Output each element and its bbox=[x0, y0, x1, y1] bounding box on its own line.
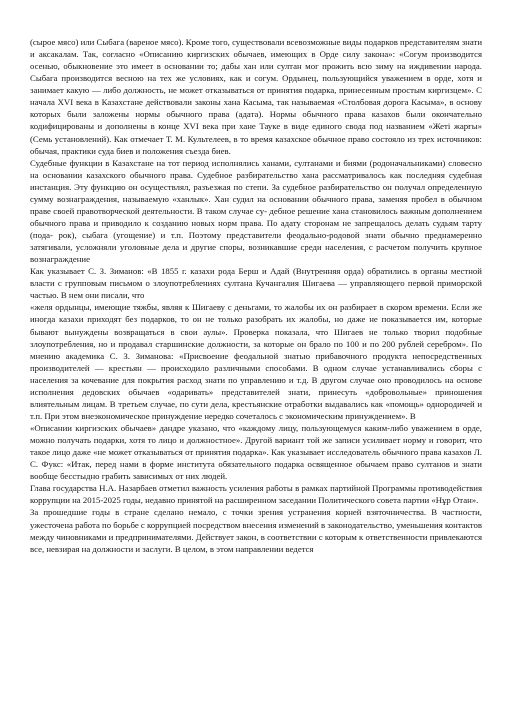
paragraph-anti-corruption: За прошедшие годы в стране сделано немало, с точки зрения устранения корней взяточничества. В частности, ужесточена работа по борьбе с коррупцией посредством внесения изменений в законодательство, уменьшения контактов между чиновниками и предпринимателями. Действует закон, в соответствии с которым к ответственности привлекаются все, невзирая на должности и заслуги. В целом, в этом направлении ведется bbox=[30, 507, 482, 554]
paragraph-nazarbayev: Глава государства Н.А. Назарбаев отметил важность усиления работы в рамках партийной Программы противодействия коррупции на 2015-2025 годы, недавно принятой на расширенном заседании Политического совета партии «Нұр Отан». bbox=[30, 483, 482, 506]
paragraph-gifts-customs: (сырое мясо) или Сыбага (вареное мясо). Кроме того, существовали всевозможные виды подарков представителям знати и аксакалам. Так, согласно «Описанию киргизских обычаев, имеющих в Орде силу закона»: «Согум производится осенью, обыкновение это имеет в основании то; дабы хан или султан мог прожить всю зиму на иждивении народа. Сыбага производится весною на тех же условиях, как и согум. Ордынец, пользующийся уважением в орде, хотя и занимает какую — либо должность, не может отказываться от принятия подарка, принесенным простым киргизцем». С начала XVI века в Казахстане действовали законы хана Касыма, так называемая «Столбовая дорога Касыма», в основу которых были заложены нормы обычного права (адата). Нормы обычного права казахов были окончательно кодифицированы и дополнены в конце XVI века при хане Тауке в виде единого свода под названием «Жеті жарғы» (Семь установлений). Как отмечает Т. М. Культелеев, в то время казахское обычное право состояло из трех источников: обычая, практики суда биев и положения съезда биев. bbox=[30, 37, 482, 156]
paragraph-zimanov-quote: Как указывает С. З. Зиманов: «В 1855 г. казахи рода Берш и Адай (Внутренняя орда) обратились в органы местной власти с групповым письмом о злоупотреблениях султана Кучангалия Шигаева — управляющего первой приморской частью. В нем они писали, что bbox=[30, 266, 482, 301]
paragraph-kirgiz-customs: «Описании киргизских обычаев» дандре указано, что «каждому лицу, пользующемуся каким-либо уважением в орде, можно получать подарки, хотя то лицо и должностное». Другой вариант той же записи усиливает норму и говорит, что такое лицо даже «не может отказываться от принятия подарка». Как указывает исследователь обычного права казахов Л. С. Фукс: «Итак, перед нами в форме института обязательного подарка освященное обычаем право султанов и знати вообще бесстыдно грабить зависимых от них людей. bbox=[30, 423, 482, 482]
document-page bbox=[30, 36, 482, 555]
paragraph-shigaev-complaint: «желя ордынцы, имеющие тяжбы, являя к Шигаеву с деньгами, то жалобы их он разбирает в скором времени. Если же иногда казахи приходят без подарков, то он не только разобрать их жалобы, но даже не показывается им, которые бывают вынуждены возвращаться в свои аулы». Проверка показала, что Шигаев не только творил подобные злоупотребления, но и продавал старшинские должности, за которые он брало по 100 и по 200 рублей серебром». По мнению академика С. З. Зиманова: «Присвоение феодальной знатью прибавочного продукта непосредственных производителей — крестьян — происходило различными способами. В одном случае устанавливались сборы с населения за кочевание для покрытия расход знати по управлению и т.д. В другом случае оно проводилось на основе исполнения дедовских обычаев «одаривать» представителей знати, принесуть «добровольные» приношения влиятельным лицам. В третьем случае, по сути дела, крестьянские отработки выдавались как «помощь» однородичей и т.п. При этом внеэкономическое принуждение нередко сочеталось с экономическим принуждением». В bbox=[30, 302, 482, 421]
paragraph-judicial-functions: Судебные функции в Казахстане на тот период исполнялись ханами, султанами и биями (родоначальниками) словесно на основании казахского обычного права. Судебное разбирательство хана рассматривалось как последняя судебная инстанция. Эту функцию он осуществлял, разъезжая по степи. За судебное разбирательство он получал определенную сумму вознаграждения, называемую «ханлык». Хан судил на основании обычного права, заменяя пробел в обычном праве своей правотворческой деятельности. В таком случае су- дебное решение хана становилось важным дополнением обычного права и приводило к созданию новых норм права. По адату сторонам не запрещалось делать судьям тарту (пода- рок), сыбага (угощение) и т.п. Поэтому представители феодально-родовой знати обычно преднамеренно затягивали, усложняли уголовные дела и другие споры, возникавшие среди населения, с расчетом получить крупное вознаграждение bbox=[30, 157, 482, 265]
